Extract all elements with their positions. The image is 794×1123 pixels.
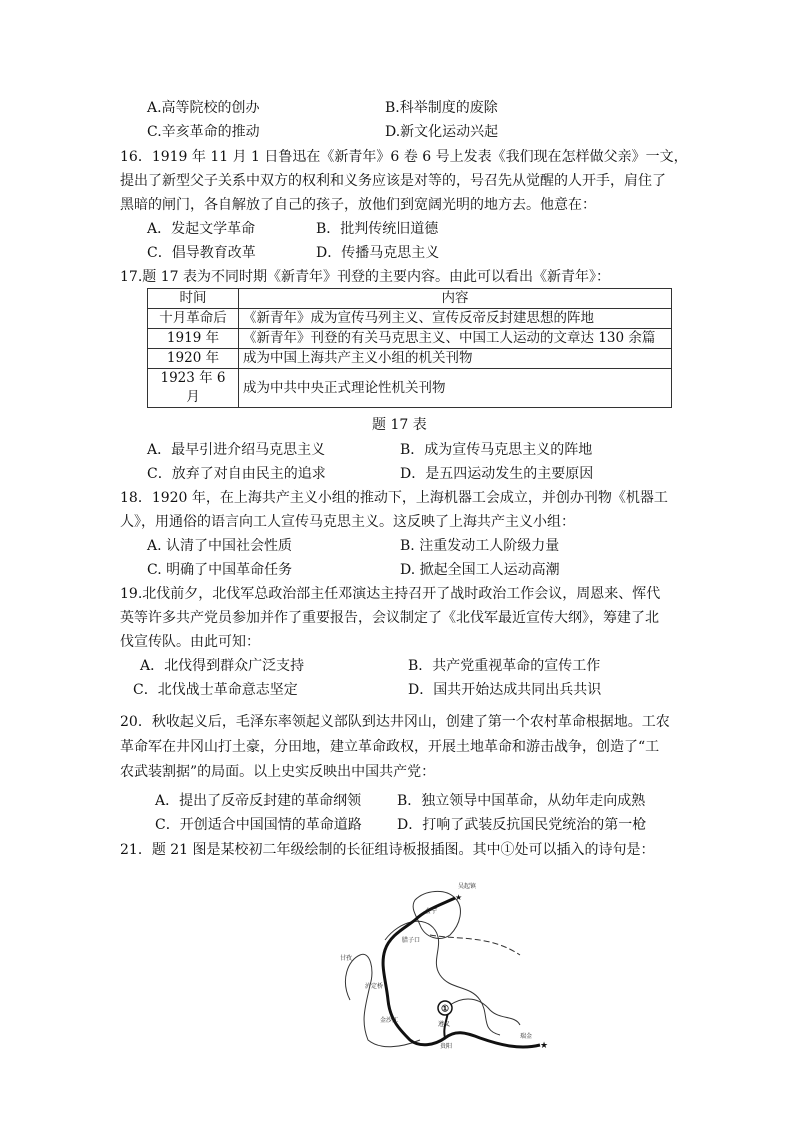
march-route xyxy=(383,898,540,1047)
q20-stem-line3: 农武装割据”的局面。以上史实反映出中国共产党： xyxy=(120,764,436,780)
label-ruijin: 瑞金 xyxy=(520,1033,533,1040)
ruijin-star-icon: ★ xyxy=(540,1041,549,1051)
q16-stem-line2: 提出了新型父子关系中双方的权利和义务应该是对等的，号召先从觉醒的人开手，肩住了 xyxy=(120,173,666,189)
q17-table-caption: 题 17 表 xyxy=(372,417,427,433)
q20-option-d: D．打响了武装反抗国民党统治的第一枪 xyxy=(397,817,647,833)
q18-option-c: C. 明确了中国革命任务 xyxy=(147,562,293,578)
q15-option-d: D.新文化运动兴起 xyxy=(385,124,499,140)
q17-option-c: C．放弃了对自由民主的追求 xyxy=(147,466,326,482)
q18-stem-line1: 18．1920 年，在上海共产主义小组的推动下，上海机器工会成立，并创办刊物《机器工 xyxy=(120,490,668,506)
q18-option-b: B. 注重发动工人阶级力量 xyxy=(400,538,560,554)
q17-cell-time: 1919 年 xyxy=(148,329,239,349)
label-ganzi: 甘孜 xyxy=(340,955,353,962)
q16-stem-line1: 16．1919 年 11 月 1 日鲁迅在《新青年》6 卷 6 号上发表《我们现在怎样做父亲》一文， xyxy=(120,149,688,165)
label-lazikou: 腊子口 xyxy=(402,937,421,944)
table-row xyxy=(148,369,672,408)
q18-option-a: A. 认清了中国社会性质 xyxy=(147,538,293,554)
q19-stem-line3: 伐宣传队。由此可知： xyxy=(120,634,260,650)
q16-stem-line3: 黑暗的闸门，各自解放了自己的孩子，放他们到宽阔光明的地方去。他意在： xyxy=(120,197,596,213)
table-row xyxy=(148,349,672,369)
q17-cell-time: 1920 年 xyxy=(148,349,239,369)
q19-option-c: C．北伐战士革命意志坚定 xyxy=(133,682,298,698)
q18-stem-line2: 人》，用通俗的语言向工人宣传马克思主义。这反映了上海共产主义小组： xyxy=(120,514,575,530)
q20-stem-line2: 革命军在井冈山打土豪，分田地，建立革命政权，开展土地革命和游击战争，创造了“工 xyxy=(120,739,660,755)
q17-cell-content: 《新青年》刊登的有关马克思主义、中国工人运动的文章达 130 余篇 xyxy=(239,329,672,349)
label-wuqi: 吴起镇 xyxy=(458,883,477,890)
marker-label-1: ① xyxy=(440,1004,450,1015)
label-zunyi: 遵义 xyxy=(438,1021,451,1028)
label-jinsha: 金沙江 xyxy=(380,1017,399,1024)
q17-table xyxy=(147,288,672,408)
q20-option-a: A．提出了反帝反封建的革命纲领 xyxy=(155,793,362,809)
q19-stem-line1: 19.北伐前夕，北伐军总政治部主任邓演达主持召开了战时政治工作会议，周恩来、恽代 xyxy=(120,586,661,602)
q16-option-d: D．传播马克思主义 xyxy=(316,245,440,261)
long-march-map xyxy=(330,880,560,1060)
q17-cell-content: 成为中国上海共产主义小组的机关刊物 xyxy=(239,349,672,369)
q20-option-b: B．独立领导中国革命，从幼年走向成熟 xyxy=(397,793,646,809)
q17-cell-time: 十月革命后 xyxy=(148,309,239,329)
q17-header-time: 时间 xyxy=(148,289,239,309)
q17-cell-content: 《新青年》成为宣传马列主义、宣传反帝反封建思想的阵地 xyxy=(239,309,672,329)
q19-stem-line2: 英等许多共产党员参加并作了重要报告，会议制定了《北伐军最近宣传大纲》，筹建了北 xyxy=(120,610,659,626)
q21-stem: 21．题 21 图是某校初二年级绘制的长征组诗板报插图。其中①处可以插入的诗句是： xyxy=(120,842,655,858)
table-row xyxy=(148,309,672,329)
table-row xyxy=(148,329,672,349)
q15-option-b: B.科举制度的废除 xyxy=(385,100,498,116)
q20-option-c: C．开创适合中国国情的革命道路 xyxy=(155,817,362,833)
q17-option-b: B．成为宣传马克思主义的阵地 xyxy=(400,442,593,458)
q19-option-b: B．共产党重视革命的宣传工作 xyxy=(408,658,601,674)
q16-option-a: A．发起文学革命 xyxy=(147,221,256,237)
q20-stem-line1: 20．秋收起义后，毛泽东率领起义部队到达井冈山，创建了第一个农村革命根据地。工农 xyxy=(120,714,670,730)
q16-option-b: B．批判传统旧道德 xyxy=(316,221,439,237)
label-luding: 泸定桥 xyxy=(365,983,384,990)
q17-cell-content: 成为中共中央正式理论性机关刊物 xyxy=(239,369,672,408)
q15-option-a: A.高等院校的创办 xyxy=(147,100,260,116)
label-huining: 会宁 xyxy=(425,908,438,915)
q17-header-content: 内容 xyxy=(239,289,672,309)
q17-cell-time: 1923 年 6 月 xyxy=(148,369,239,408)
q19-option-a: A．北伐得到群众广泛支持 xyxy=(140,658,305,674)
q15-option-c: C.辛亥革命的推动 xyxy=(147,124,260,140)
q17-stem: 17.题 17 表为不同时期《新青年》刊登的主要内容。由此可以看出《新青年》： xyxy=(120,269,610,285)
wuqi-star-icon: ★ xyxy=(455,893,463,902)
q17-option-d: D．是五四运动发生的主要原因 xyxy=(400,466,594,482)
q17-table-header-row xyxy=(148,289,672,309)
q18-option-d: D. 掀起全国工人运动高潮 xyxy=(400,562,560,578)
label-guiyang: 贵阳 xyxy=(440,1043,453,1050)
q19-option-d: D．国共开始达成共同出兵共识 xyxy=(408,682,602,698)
q17-option-a: A．最早引进介绍马克思主义 xyxy=(147,442,326,458)
q16-option-c: C．倡导教育改革 xyxy=(147,245,256,261)
